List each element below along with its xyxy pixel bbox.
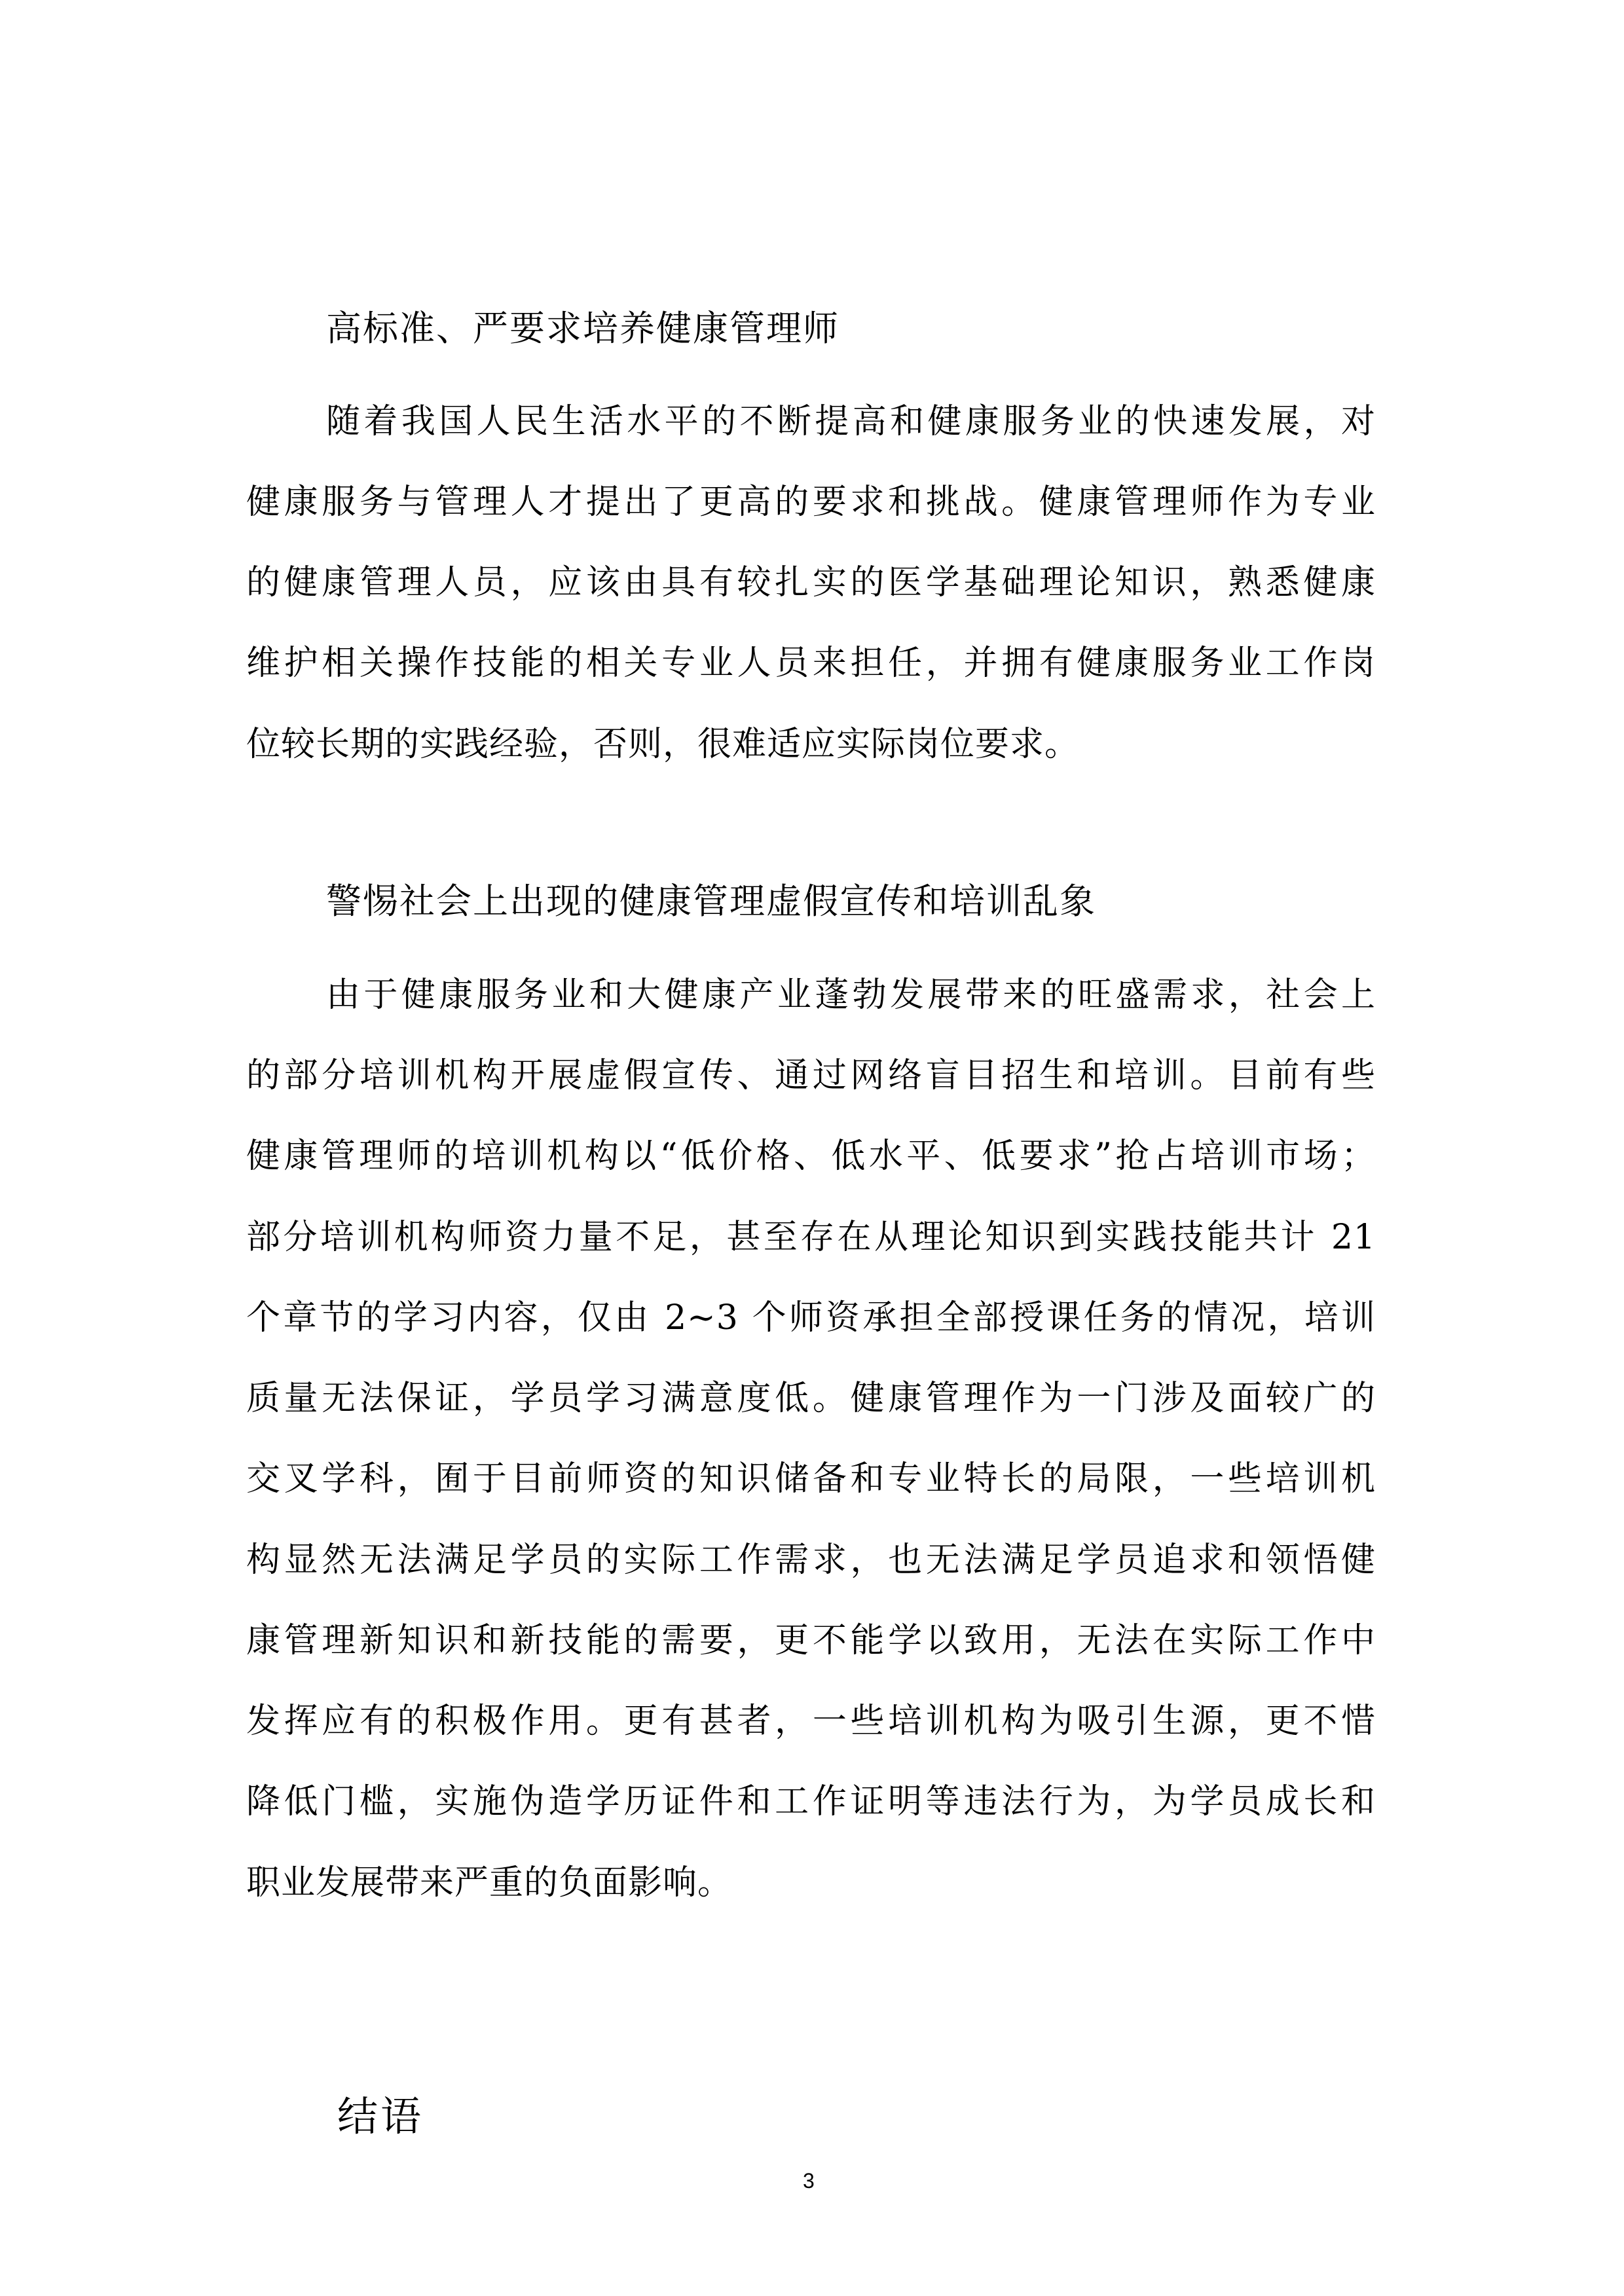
paragraph-2-line-7: 交叉学科，囿于目前师资的知识储备和专业特长的局限，一些培训机 [246,1459,1376,1499]
closing-heading: 结语 [337,2092,424,2140]
paragraph-2-line-4: 部分培训机构师资力量不足，甚至存在从理论知识到实践技能共计 21 [246,1218,1376,1257]
paragraph-1-line-2: 健康服务与管理人才提出了更高的要求和挑战。健康管理师作为专业 [246,483,1376,522]
paragraph-2-line-8: 构显然无法满足学员的实际工作需求，也无法满足学员追求和领悟健 [246,1540,1376,1580]
paragraph-1-line-1: 随着我国人民生活水平的不断提高和健康服务业的快速发展，对 [326,402,1376,441]
paragraph-2-line-6: 质量无法保证，学员学习满意度低。健康管理作为一门涉及面较广的 [246,1379,1376,1418]
paragraph-2-line-5: 个章节的学习内容，仅由 2~3 个师资承担全部授课任务的情况，培训 [246,1298,1376,1338]
page-number: 3 [803,2169,815,2193]
paragraph-2-line-9: 康管理新知识和新技能的需要，更不能学以致用，无法在实际工作中 [246,1621,1376,1660]
paragraph-2-line-11: 降低门槛，实施伪造学历证件和工作证明等违法行为，为学员成长和 [246,1782,1376,1821]
paragraph-2-line-12: 职业发展带来严重的负面影响。 [246,1863,733,1903]
paragraph-2-line-1: 由于健康服务业和大健康产业蓬勃发展带来的旺盛需求，社会上 [326,975,1376,1015]
section-heading-1: 高标准、严要求培养健康管理师 [326,308,840,349]
paragraph-2-line-10: 发挥应有的积极作用。更有甚者，一些培训机构为吸引生源，更不惜 [246,1702,1376,1741]
section-heading-2: 警惕社会上出现的健康管理虚假宣传和培训乱象 [326,881,1096,922]
paragraph-1-line-4: 维护相关操作技能的相关专业人员来担任，并拥有健康服务业工作岗 [246,644,1376,683]
paragraph-1-line-3: 的健康管理人员，应该由具有较扎实的医学基础理论知识，熟悉健康 [246,563,1376,602]
paragraph-1-line-5: 位较长期的实践经验，否则，很难适应实际岗位要求。 [246,725,1080,764]
paragraph-2-line-3: 健康管理师的培训机构以“低价格、低水平、低要求”抢占培训市场； [246,1137,1376,1176]
paragraph-2-line-2: 的部分培训机构开展虚假宣传、通过网络盲目招生和培训。目前有些 [246,1056,1376,1095]
